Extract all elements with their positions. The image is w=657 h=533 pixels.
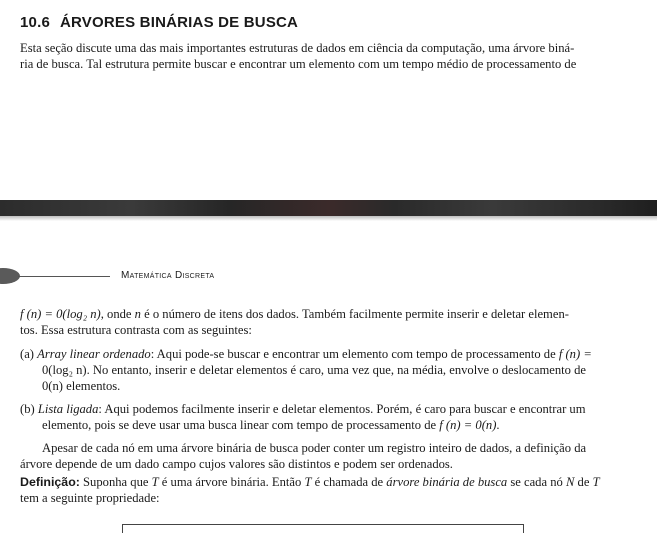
- text-run: : Aqui pode-se buscar e encontrar um elemento com tempo de processamento de: [150, 347, 559, 361]
- variable-t: T: [151, 475, 159, 489]
- item-line: [20, 346, 640, 362]
- variable-t: T: [592, 475, 600, 489]
- text-run: .: [496, 418, 500, 432]
- text-run: : Aqui podemos facilmente inserir e deletar elementos. Porém, é caro para buscar e encontrar um: [98, 402, 586, 416]
- running-head-rule: [18, 276, 110, 277]
- list-item-array: [20, 346, 640, 394]
- item-term: Array linear ordenado: [37, 347, 151, 361]
- text-run: se cada nó: [507, 475, 566, 489]
- property-box: [122, 524, 524, 533]
- variable-n: n: [134, 307, 141, 321]
- intro-line-2: ria de busca. Tal estrutura permite buscar e encontrar um elemento com um tempo médio de processamento de: [20, 57, 577, 71]
- item-line: [20, 417, 640, 433]
- paragraph-complexity: [20, 306, 640, 338]
- paragraph-line: tos. Essa estrutura contrasta com as seguintes:: [20, 323, 252, 337]
- page-seam-shadow: [0, 216, 657, 221]
- text-run: é uma árvore binária. Então: [158, 475, 305, 489]
- variable-n: N: [565, 475, 575, 489]
- intro-line-1: Esta seção discute uma das mais importantes estruturas de dados em ciência da computação, uma árvore biná-: [20, 41, 575, 55]
- section-number: 10.6: [20, 14, 50, 31]
- text-run: elemento, pois se deve usar uma busca linear com tempo de processamento de: [42, 418, 440, 432]
- section-title: ÁRVORES BINÁRIAS DE BUSCA: [60, 14, 299, 31]
- item-line: 0(log₂ n). No entanto, inserir e deletar elementos é caro, uma vez que, na média, envolve o deslocamento de: [42, 363, 586, 377]
- definition-paragraph: [20, 474, 640, 506]
- paragraph-line: árvore depende de um dado campo cujos valores são distintos e podem ser ordenados.: [20, 457, 453, 471]
- paragraph-line: [20, 306, 640, 322]
- formula-log: f (n) = 0(log₂ n): [20, 307, 101, 321]
- list-item-linked-list: [20, 401, 640, 433]
- page-seam: [0, 200, 657, 216]
- paragraph-field: [20, 440, 640, 472]
- item-line: [20, 401, 640, 417]
- text-run: de: [574, 475, 593, 489]
- intro-paragraph: [20, 40, 640, 72]
- text-run: Suponha que: [79, 475, 152, 489]
- item-label: (b): [20, 402, 38, 416]
- item-term: Lista ligada: [37, 402, 99, 416]
- text-run: é chamada de: [311, 475, 387, 489]
- variable-t: T: [304, 475, 312, 489]
- item-line: 0(n) elementos.: [42, 379, 121, 393]
- text-run: , onde: [100, 307, 135, 321]
- definition-line: [20, 474, 640, 490]
- item-label: (a): [20, 347, 38, 361]
- top-page: [0, 0, 657, 200]
- definition-term: árvore binária de busca: [386, 475, 508, 489]
- running-head-ornament: [0, 268, 20, 284]
- section-heading: [20, 14, 298, 31]
- text-run: é o número de itens dos dados. Também facilmente permite inserir e deletar elemen-: [140, 307, 569, 321]
- paragraph-line: Apesar de cada nó em uma árvore binária de busca poder conter um registro inteiro de dados, a definição da: [42, 441, 587, 455]
- definition-line: tem a seguinte propriedade:: [20, 491, 160, 505]
- definition-label: Definição:: [20, 475, 80, 489]
- running-head: Matemática Discreta: [121, 270, 215, 281]
- formula: f (n) =: [558, 347, 592, 361]
- formula: f (n) = 0(n): [439, 418, 497, 432]
